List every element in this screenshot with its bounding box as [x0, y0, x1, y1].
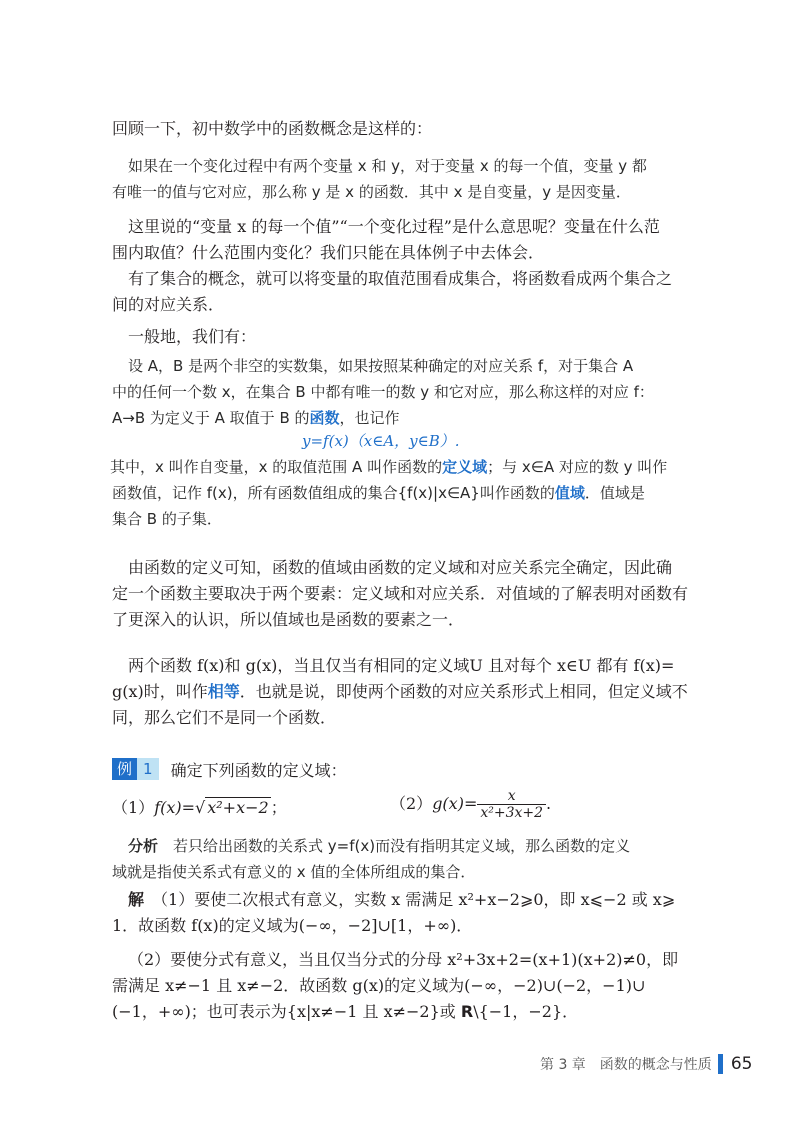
problem-2-label: （2）	[390, 794, 433, 813]
para3-line-3: 了更深入的认识，所以值域也是函数的要素之一．	[112, 610, 465, 629]
problem-2-fraction	[477, 788, 546, 821]
problem-1-end: ；	[270, 798, 287, 817]
analysis-line-1	[128, 835, 630, 856]
definition-line-4	[110, 456, 667, 477]
page-number: 65	[730, 1054, 753, 1074]
sqrt-sign: √	[195, 798, 206, 817]
definition-line-4a: 其中，x 叫作自变量，x 的取值范围 A 叫作函数的	[110, 458, 443, 476]
solution-label: 解	[128, 890, 145, 909]
generally-line: 一般地，我们有：	[128, 327, 257, 346]
example-label: 例	[112, 758, 137, 780]
definition-line-3a: A→B 为定义于 A 取值于 B 的	[112, 409, 310, 427]
recall-line: 回顾一下，初中数学中的函数概念是这样的：	[112, 119, 433, 138]
definition-line-6: 集合 B 的子集．	[112, 510, 222, 528]
problem-1	[112, 795, 287, 818]
para4-line-2	[112, 679, 688, 702]
example-prompt: 确定下列函数的定义域：	[170, 760, 347, 780]
definition-line-5	[112, 482, 645, 503]
page-footer	[540, 1053, 752, 1075]
problem-2-lhs: g(x)=	[432, 794, 478, 813]
problem-1-lhs: f(x)=	[154, 798, 196, 817]
definition-line-3b: ，也记作	[339, 409, 400, 427]
problem-2	[390, 788, 551, 821]
chapter-title: 第 3 章 函数的概念与性质	[540, 1057, 712, 1073]
solution-line-5a: (−1，+∞)；也可表示为{x|x≠−1 且 x≠−2}或	[112, 1002, 461, 1021]
para3-line-1: 由函数的定义可知，函数的值域由函数的定义域和对应关系完全确定，因此确	[128, 558, 673, 577]
definition-line-2: 中的任何一个数 x，在集合 B 中都有唯一的数 y 和它对应，那么称这样的对应 f：	[112, 383, 654, 401]
term-equal: 相等	[207, 682, 240, 701]
solution-1-text-1: （1）要使二次根式有意义，实数 x 需满足 x²+x−2⩾0，即 x⩽−2 或 x⩾	[160, 890, 676, 909]
fraction-denominator: x²+3x+2	[480, 805, 544, 821]
old-definition-line-1: 如果在一个变化过程中有两个变量 x 和 y，对于变量 x 的每一个值，变量 y 都	[128, 157, 647, 175]
example-number: 1	[137, 758, 159, 780]
example-heading	[112, 758, 347, 780]
reals-symbol: R	[460, 1002, 474, 1021]
definition-line-5b: ．值域是	[584, 484, 645, 502]
solution-line-4: 需满足 x≠−1 且 x≠−2．故函数 g(x)的定义域为(−∞，−2)∪(−2，−1)∪	[112, 976, 646, 995]
para4-line-1: 两个函数 f(x)和 g(x)，当且仅当有相同的定义域U 且对每个 x∈U 都有 f(x)=	[128, 656, 675, 675]
footer-divider-bar	[718, 1054, 723, 1074]
problem-1-label: （1）	[112, 798, 155, 817]
para2-line-2: 间的对应关系．	[112, 295, 225, 314]
problem-1-radicand: x²+x−2	[207, 798, 269, 817]
para4-line-3: 同，那么它们不是同一个函数．	[112, 708, 337, 727]
analysis-line-2: 域就是指使关系式有意义的 x 值的全体所组成的集合．	[112, 863, 476, 881]
para1-line-2: 围内取值？什么范围内变化？我们只能在具体例子中去体会．	[112, 243, 545, 262]
solution-line-5	[112, 999, 578, 1022]
solution-line-3: （2）要使分式有意义，当且仅当分式的分母 x²+3x+2=(x+1)(x+2)≠0，即	[128, 950, 679, 969]
old-definition-line-2: 有唯一的值与它对应，那么称 y 是 x 的函数．其中 x 是自变量，y 是因变量．	[112, 183, 631, 201]
term-function: 函数	[309, 409, 340, 427]
definition-line-1: 设 A，B 是两个非空的实数集，如果按照某种确定的对应关系 f，对于集合 A	[128, 357, 634, 375]
function-notation-formula: y=f(x)（x∈A，y∈B）.	[302, 432, 460, 450]
solution-line-5b: \{−1，−2}．	[473, 1002, 579, 1021]
problem-2-end: .	[546, 794, 552, 813]
term-domain: 定义域	[442, 458, 488, 476]
para3-line-2: 定一个函数主要取决于两个要素：定义域和对应关系．对值域的了解表明对函数有	[112, 584, 689, 603]
definition-line-5a: 函数值，记作 f(x)，所有函数值组成的集合{f(x)|x∈A}叫作函数的	[112, 484, 555, 502]
fraction-numerator: x	[477, 788, 546, 805]
para4-line-2b: ．也就是说，即使两个函数的对应关系形式上相同，但定义域不	[239, 682, 688, 701]
analysis-label: 分析	[128, 837, 159, 855]
solution-line-1	[128, 887, 675, 910]
para2-line-1: 有了集合的概念，就可以将变量的取值范围看成集合，将函数看成两个集合之	[128, 269, 673, 288]
definition-line-3	[112, 407, 400, 428]
term-range: 值域	[554, 484, 585, 502]
solution-line-2: 1．故函数 f(x)的定义域为(−∞，−2]∪[1，+∞)．	[112, 916, 473, 935]
analysis-text-1: 若只给出函数的关系式 y=f(x)而没有指明其定义域，那么函数的定义	[173, 837, 631, 855]
para4-line-2a: g(x)时，叫作	[112, 682, 208, 701]
definition-line-4b: ；与 x∈A 对应的数 y 叫作	[487, 458, 668, 476]
para1-line-1: 这里说的“变量 x 的每一个值”“一个变化过程”是什么意思呢？变量在什么范	[128, 217, 660, 236]
